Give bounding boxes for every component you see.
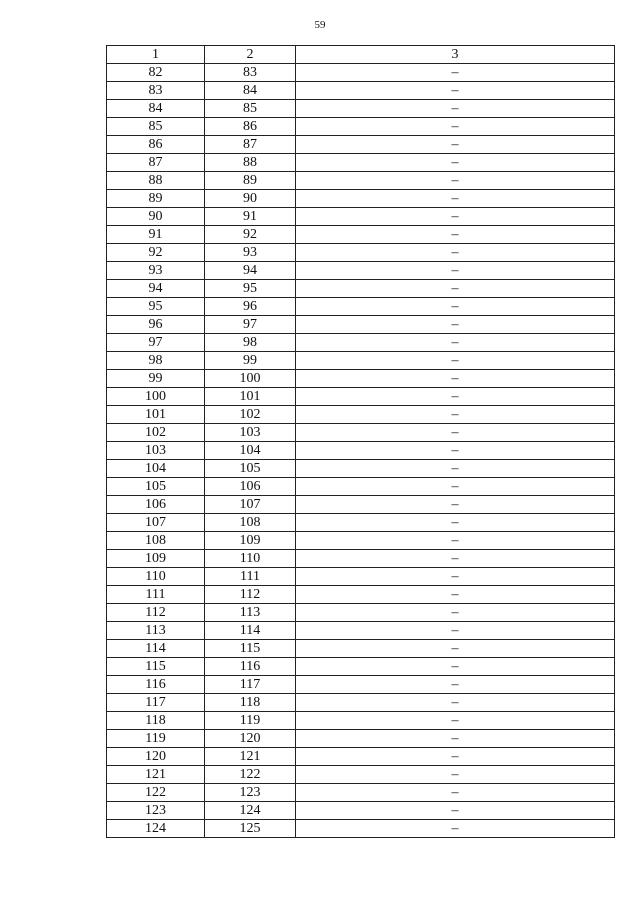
table-row: [107, 172, 615, 190]
table-row: [107, 766, 615, 784]
column-header: 3: [296, 46, 615, 64]
table-cell: 85: [205, 100, 296, 118]
table-cell: 111: [107, 586, 205, 604]
table-cell: 95: [107, 298, 205, 316]
table-row: [107, 64, 615, 82]
table-row: [107, 388, 615, 406]
table-cell: 91: [205, 208, 296, 226]
table-cell: 101: [205, 388, 296, 406]
table-cell: 115: [107, 658, 205, 676]
table-cell: 117: [107, 694, 205, 712]
table-row: [107, 100, 615, 118]
table-cell: 104: [107, 460, 205, 478]
table-row: [107, 370, 615, 388]
table-cell: –: [296, 676, 615, 694]
table-row: [107, 118, 615, 136]
table-cell: 93: [107, 262, 205, 280]
table-row: [107, 316, 615, 334]
table-cell: –: [296, 496, 615, 514]
table-cell: –: [296, 64, 615, 82]
table-row: [107, 730, 615, 748]
table-row: [107, 712, 615, 730]
table-cell: 112: [107, 604, 205, 622]
table-cell: –: [296, 694, 615, 712]
table-cell: –: [296, 622, 615, 640]
table-cell: 115: [205, 640, 296, 658]
table-cell: –: [296, 820, 615, 838]
table-row: [107, 640, 615, 658]
table-cell: –: [296, 262, 615, 280]
table-cell: –: [296, 424, 615, 442]
table-cell: 96: [205, 298, 296, 316]
table-cell: 101: [107, 406, 205, 424]
table-row: [107, 244, 615, 262]
table-cell: 106: [107, 496, 205, 514]
table-cell: 114: [205, 622, 296, 640]
table-cell: 84: [107, 100, 205, 118]
table-cell: 111: [205, 568, 296, 586]
table-cell: 106: [205, 478, 296, 496]
table-row: [107, 82, 615, 100]
table-cell: 113: [205, 604, 296, 622]
table-cell: 123: [205, 784, 296, 802]
table-cell: –: [296, 766, 615, 784]
table-row: [107, 622, 615, 640]
table-cell: 109: [107, 550, 205, 568]
table-cell: 96: [107, 316, 205, 334]
table-cell: 118: [205, 694, 296, 712]
table-body: [107, 64, 615, 838]
table-cell: –: [296, 172, 615, 190]
table-row: [107, 208, 615, 226]
table-row: [107, 190, 615, 208]
table-cell: 122: [205, 766, 296, 784]
table-row: [107, 820, 615, 838]
table-row: [107, 802, 615, 820]
table-cell: –: [296, 208, 615, 226]
table-cell: –: [296, 280, 615, 298]
table-cell: 93: [205, 244, 296, 262]
table-cell: 105: [205, 460, 296, 478]
data-table: [106, 45, 615, 838]
table-cell: –: [296, 226, 615, 244]
table-cell: 102: [205, 406, 296, 424]
table-cell: –: [296, 640, 615, 658]
table-cell: –: [296, 514, 615, 532]
table-row: [107, 298, 615, 316]
table-cell: 112: [205, 586, 296, 604]
table-cell: 100: [205, 370, 296, 388]
table-cell: 120: [205, 730, 296, 748]
table-row: [107, 676, 615, 694]
table-cell: 86: [107, 136, 205, 154]
table-cell: 82: [107, 64, 205, 82]
table-cell: 103: [107, 442, 205, 460]
table-header-row: [107, 46, 615, 64]
table-row: [107, 262, 615, 280]
table-cell: 122: [107, 784, 205, 802]
table-cell: 102: [107, 424, 205, 442]
table-cell: 89: [205, 172, 296, 190]
table-cell: –: [296, 550, 615, 568]
table-row: [107, 226, 615, 244]
table-row: [107, 496, 615, 514]
table-cell: –: [296, 532, 615, 550]
table-cell: 114: [107, 640, 205, 658]
table-row: [107, 784, 615, 802]
table-cell: –: [296, 154, 615, 172]
table-cell: 107: [205, 496, 296, 514]
table-cell: 99: [205, 352, 296, 370]
table-row: [107, 748, 615, 766]
table-cell: 95: [205, 280, 296, 298]
table-cell: –: [296, 118, 615, 136]
table-row: [107, 478, 615, 496]
table-cell: –: [296, 658, 615, 676]
table-row: [107, 586, 615, 604]
table-row: [107, 514, 615, 532]
table-cell: –: [296, 406, 615, 424]
table-cell: –: [296, 748, 615, 766]
table-cell: 125: [205, 820, 296, 838]
table-cell: –: [296, 478, 615, 496]
table-cell: 90: [107, 208, 205, 226]
table-cell: 117: [205, 676, 296, 694]
table-cell: 94: [205, 262, 296, 280]
table-row: [107, 604, 615, 622]
table-cell: –: [296, 352, 615, 370]
table-cell: 113: [107, 622, 205, 640]
table-cell: 105: [107, 478, 205, 496]
table-cell: 99: [107, 370, 205, 388]
table-cell: 119: [107, 730, 205, 748]
table-cell: 92: [107, 244, 205, 262]
table-cell: 86: [205, 118, 296, 136]
table-cell: –: [296, 100, 615, 118]
table-cell: 87: [205, 136, 296, 154]
table-cell: –: [296, 568, 615, 586]
table-cell: –: [296, 802, 615, 820]
table-row: [107, 658, 615, 676]
table-cell: 84: [205, 82, 296, 100]
table-row: [107, 334, 615, 352]
table-cell: –: [296, 604, 615, 622]
table-row: [107, 568, 615, 586]
table-cell: –: [296, 136, 615, 154]
column-header: 1: [107, 46, 205, 64]
table-cell: 104: [205, 442, 296, 460]
table-cell: –: [296, 460, 615, 478]
table-cell: 108: [107, 532, 205, 550]
table-cell: 98: [205, 334, 296, 352]
table-cell: –: [296, 370, 615, 388]
table-row: [107, 532, 615, 550]
table-cell: 107: [107, 514, 205, 532]
table-cell: –: [296, 730, 615, 748]
table-cell: –: [296, 712, 615, 730]
column-header: 2: [205, 46, 296, 64]
table-cell: 98: [107, 352, 205, 370]
table-cell: 118: [107, 712, 205, 730]
table-row: [107, 406, 615, 424]
table-row: [107, 424, 615, 442]
table-cell: 90: [205, 190, 296, 208]
table-cell: 120: [107, 748, 205, 766]
table-row: [107, 442, 615, 460]
table-cell: 92: [205, 226, 296, 244]
table-row: [107, 550, 615, 568]
table-cell: 110: [107, 568, 205, 586]
table-cell: 94: [107, 280, 205, 298]
table-cell: 91: [107, 226, 205, 244]
table-cell: 89: [107, 190, 205, 208]
table-cell: 110: [205, 550, 296, 568]
table-cell: 88: [205, 154, 296, 172]
table-cell: 109: [205, 532, 296, 550]
table-cell: 108: [205, 514, 296, 532]
table-cell: 100: [107, 388, 205, 406]
table-row: [107, 280, 615, 298]
table-cell: 119: [205, 712, 296, 730]
table-cell: –: [296, 388, 615, 406]
table-row: [107, 460, 615, 478]
table-cell: –: [296, 244, 615, 262]
table-cell: 83: [107, 82, 205, 100]
table-cell: 124: [107, 820, 205, 838]
table-cell: 116: [107, 676, 205, 694]
table-row: [107, 352, 615, 370]
table-row: [107, 154, 615, 172]
table-cell: –: [296, 82, 615, 100]
table-cell: –: [296, 334, 615, 352]
table-cell: –: [296, 298, 615, 316]
page-number: 59: [314, 19, 326, 31]
table-cell: –: [296, 316, 615, 334]
table-cell: 121: [205, 748, 296, 766]
table-cell: 97: [205, 316, 296, 334]
table-cell: 103: [205, 424, 296, 442]
table-cell: –: [296, 784, 615, 802]
table-cell: 123: [107, 802, 205, 820]
table-cell: 97: [107, 334, 205, 352]
table-cell: 124: [205, 802, 296, 820]
table-cell: –: [296, 442, 615, 460]
table-row: [107, 136, 615, 154]
table-cell: 87: [107, 154, 205, 172]
table-cell: 116: [205, 658, 296, 676]
table-cell: –: [296, 586, 615, 604]
table-cell: 88: [107, 172, 205, 190]
table-cell: –: [296, 190, 615, 208]
table-row: [107, 694, 615, 712]
table-cell: 85: [107, 118, 205, 136]
table-cell: 83: [205, 64, 296, 82]
table-cell: 121: [107, 766, 205, 784]
